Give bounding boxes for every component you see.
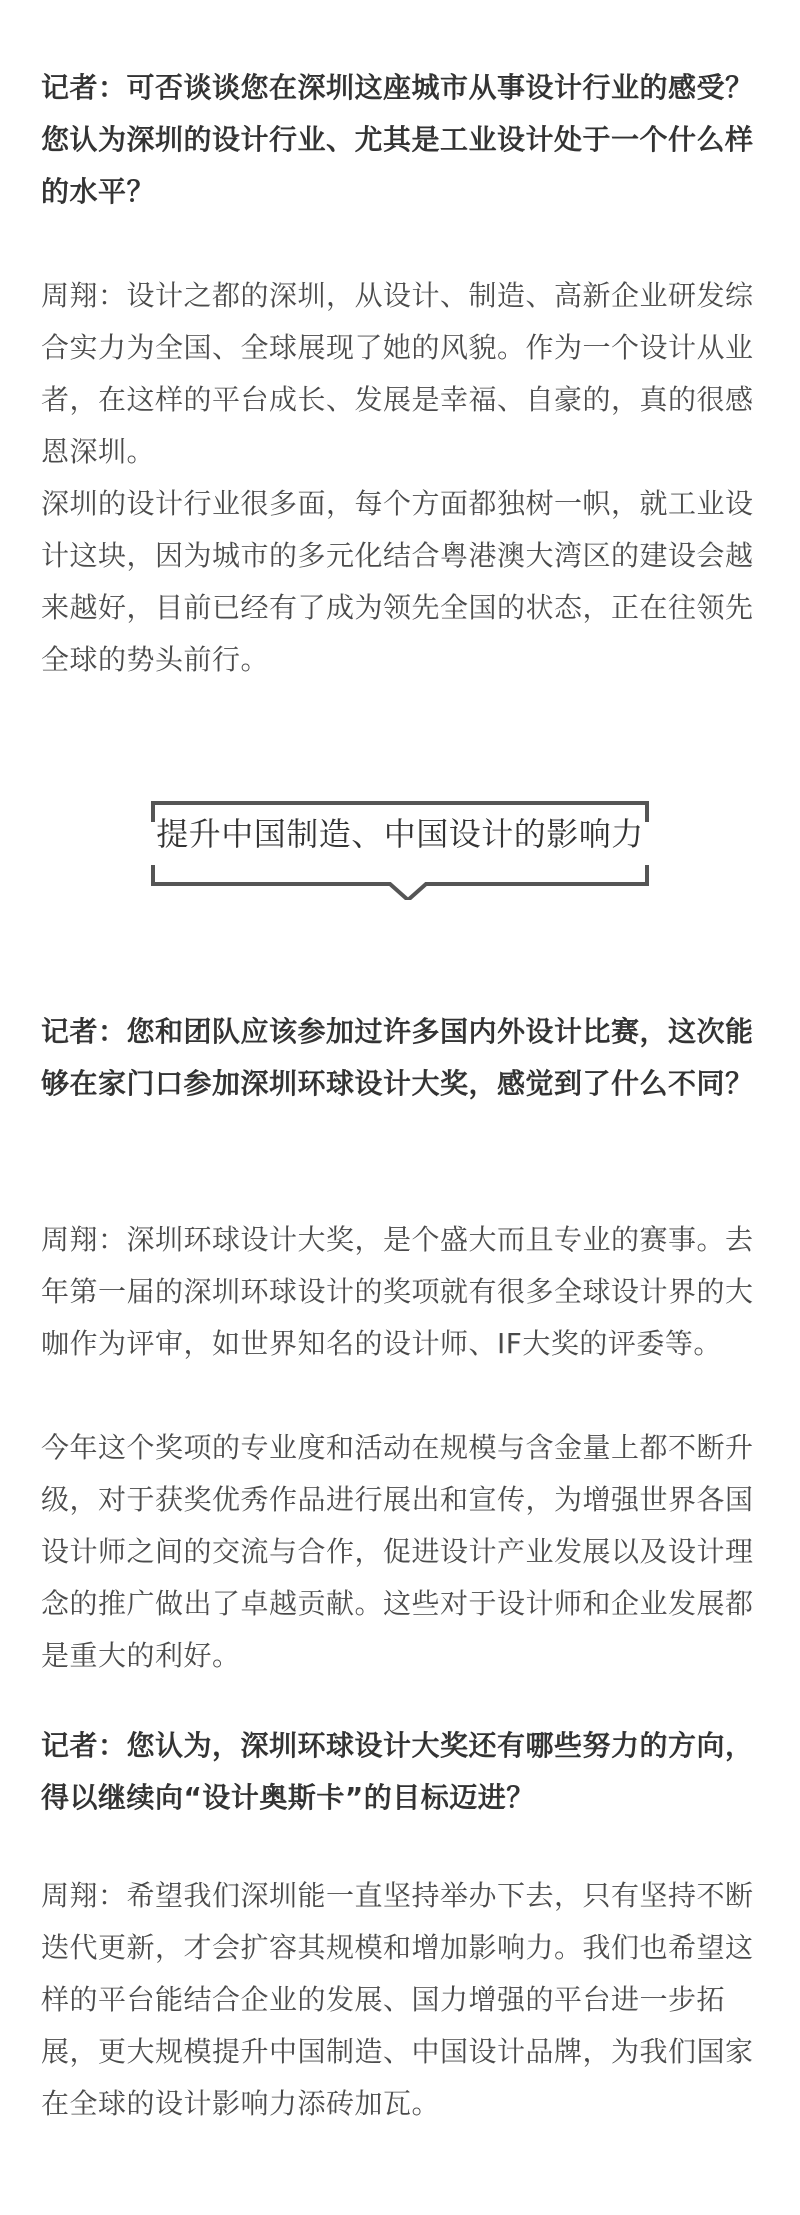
heading-bottom-bracket bbox=[153, 865, 647, 900]
section-heading-box bbox=[150, 800, 650, 900]
reporter-question-3: 记者：您认为，深圳环球设计大奖还有哪些努力的方向，得以继续向“设计奥斯卡”的目标迈进？ bbox=[41, 1729, 754, 1814]
answer-paragraph-3a: 周翔：希望我们深圳能一直坚持举办下去，只有坚持不断迭代更新，才会扩容其规模和增加影响力。我们也希望这样的平台能结合企业的发展、国力增强的平台进一步拓展，更大规模提升中国制造、中国设计品牌，为我们国家在全球的设计影响力添砖加瓦。 bbox=[41, 1879, 754, 2120]
reporter-question-1: 记者：可否谈谈您在深圳这座城市从事设计行业的感受？您认为深圳的设计行业、尤其是工业设计处于一个什么样的水平？ bbox=[41, 71, 754, 208]
answer-paragraph-1b: 深圳的设计行业很多面，每个方面都独树一帜，就工业设计这块，因为城市的多元化结合粤港澳大湾区的建设会越来越好，目前已经有了成为领先全国的状态，正在往领先全球的势头前行。 bbox=[41, 487, 754, 676]
answer-paragraph-2b: 今年这个奖项的专业度和活动在规模与含金量上都不断升级，对于获奖优秀作品进行展出和宣传，为增强世界各国设计师之间的交流与合作，促进设计产业发展以及设计理念的推广做出了卓越贡献。这些对于设计师和企业发展都是重大的利好。 bbox=[41, 1431, 754, 1672]
answer-paragraph-2a: 周翔：深圳环球设计大奖，是个盛大而且专业的赛事。去年第一届的深圳环球设计的奖项就有很多全球设计界的大咖作为评审，如世界知名的设计师、IF大奖的评委等。 bbox=[41, 1223, 754, 1360]
answer-paragraph-1a: 周翔：设计之都的深圳，从设计、制造、高新企业研发综合实力为全国、全球展现了她的风貌。作为一个设计从业者，在这样的平台成长、发展是幸福、自豪的，真的很感恩深圳。 bbox=[41, 279, 754, 468]
reporter-question-2: 记者：您和团队应该参加过许多国内外设计比赛，这次能够在家门口参加深圳环球设计大奖，感觉到了什么不同？ bbox=[41, 1015, 754, 1100]
section-heading-title: 提升中国制造、中国设计的影响力 bbox=[156, 815, 644, 853]
